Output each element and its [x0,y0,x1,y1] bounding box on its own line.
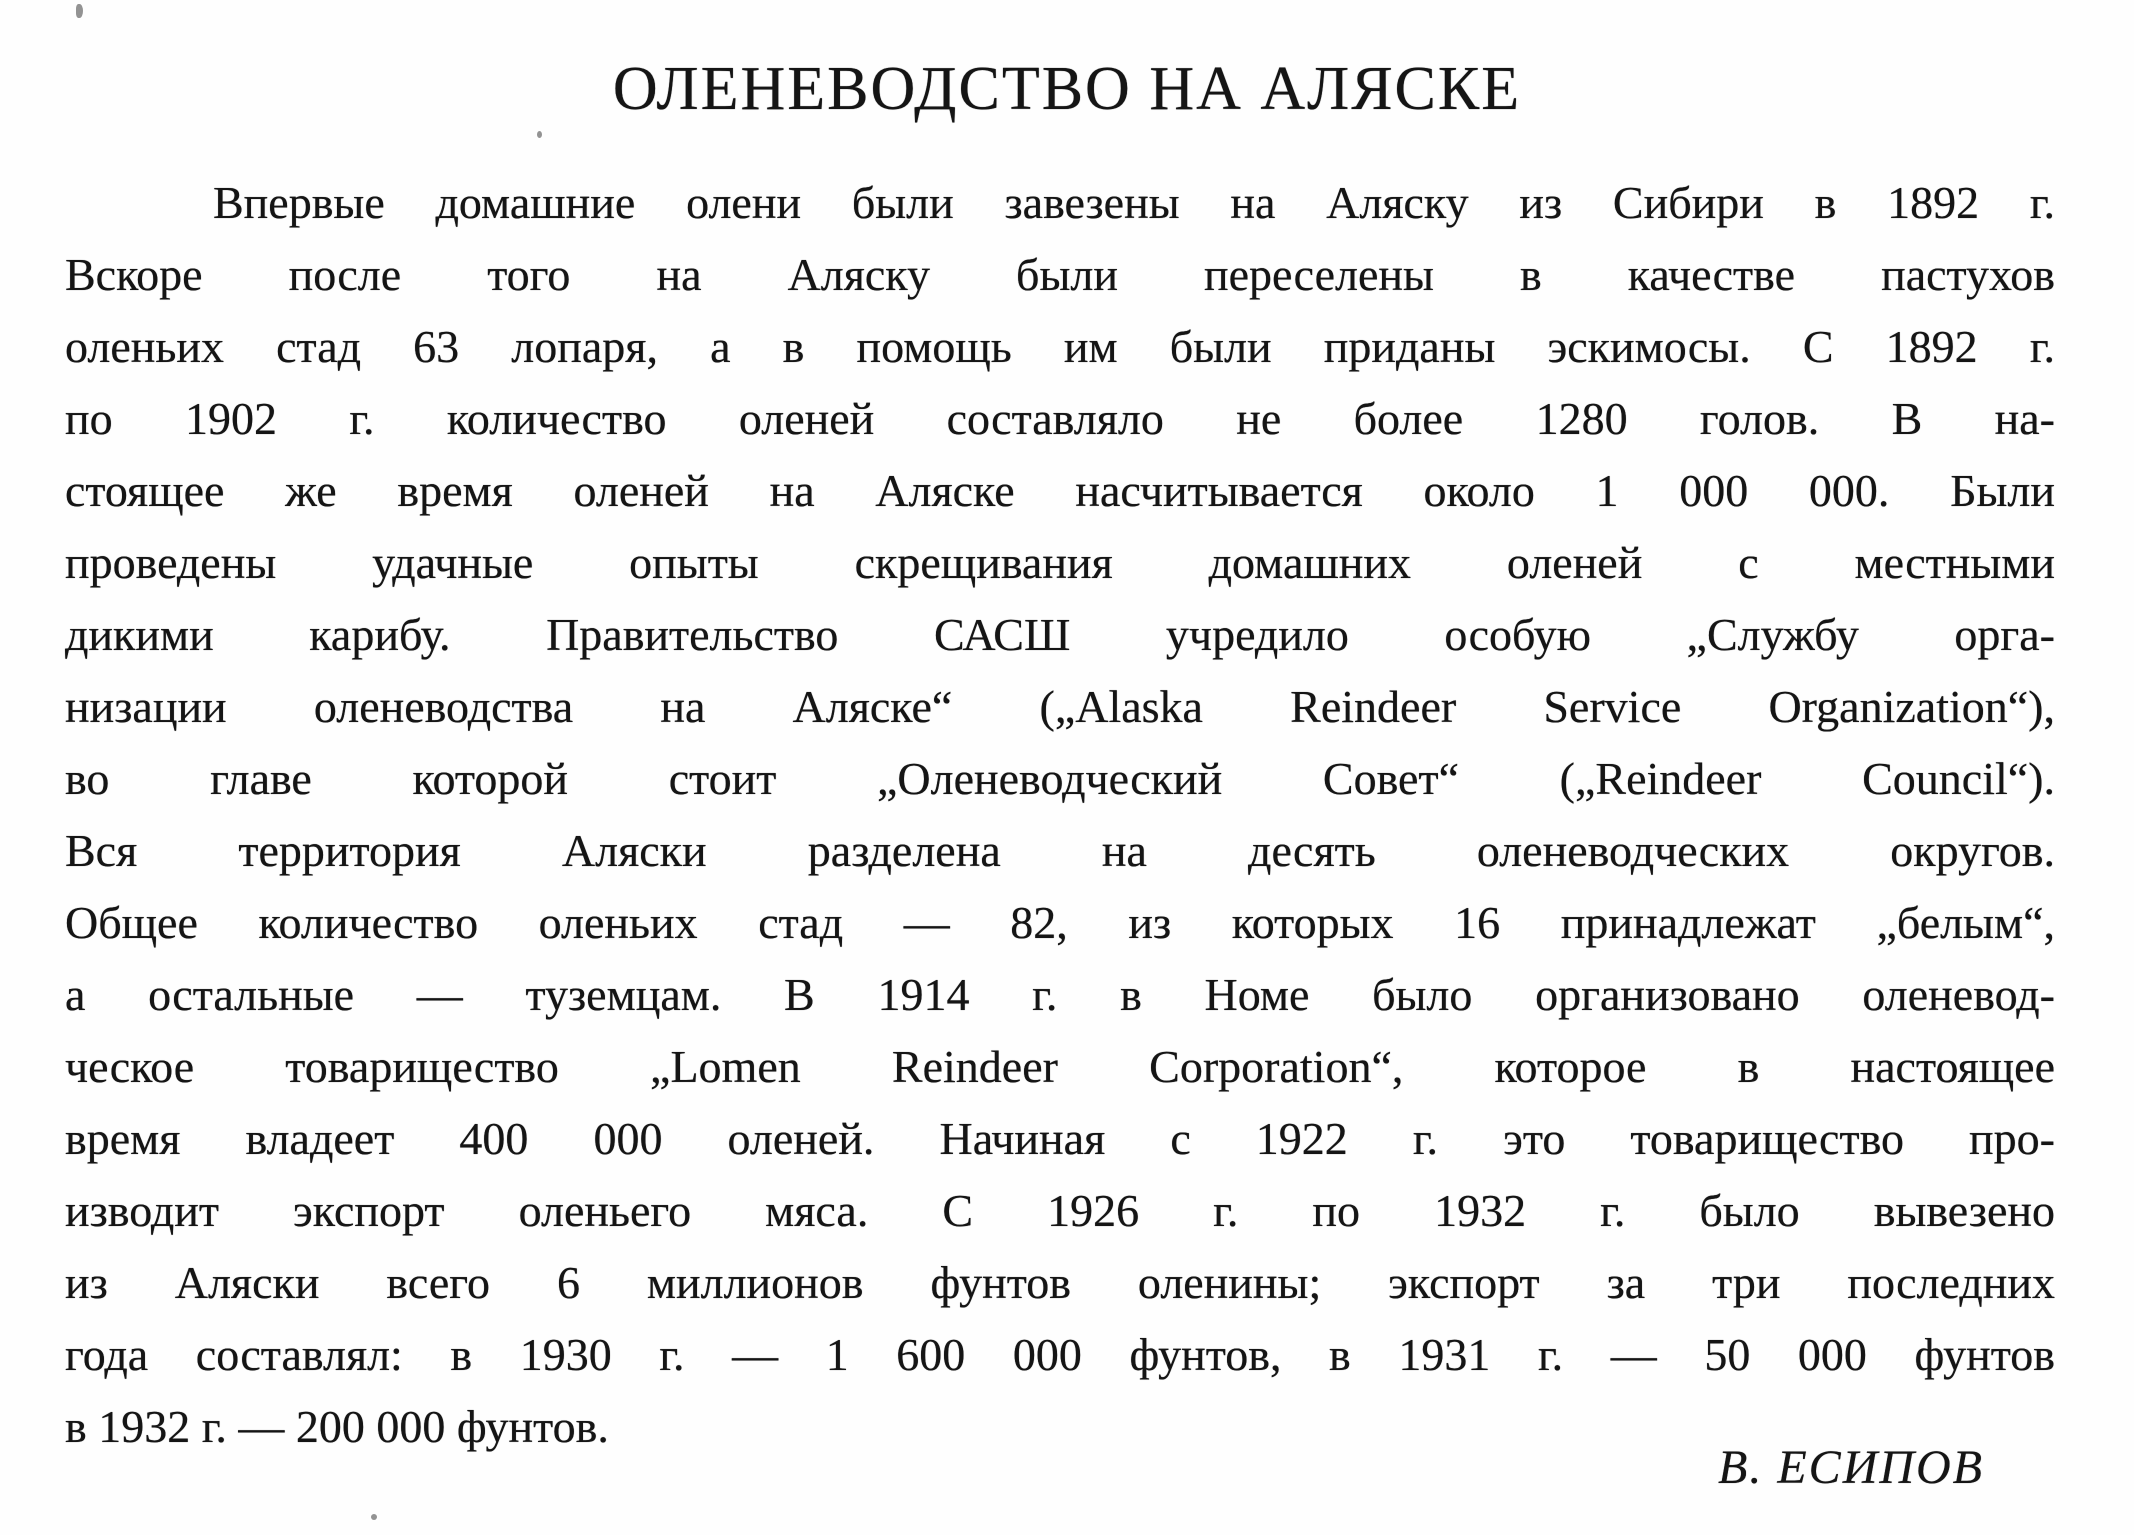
text-line: оленьих стад 63 лопаря, а в помощь им были приданы эскимосы. С 1892 г. [65,321,2055,372]
text-line: изводит экспорт оленьего мяса. С 1926 г. по 1932 г. было вывезено [65,1185,2055,1236]
text-line: в 1932 г. — 200 000 фунтов. [65,1401,609,1452]
author-signature: В. ЕСИПОВ [1718,1441,1984,1494]
article-body [65,167,2055,1463]
text-line: время владеет 400 000 оленей. Начиная с 1922 г. это товарищество про- [65,1113,2055,1164]
text-line: низации оленеводства на Аляске“ („Alaska Reindeer Service Organization“), [65,681,2055,732]
text-line: проведены удачные опыты скрещивания домашних оленей с местными [65,537,2055,588]
text-line: года составлял: в 1930 г. — 1 600 000 фунтов, в 1931 г. — 50 000 фунтов [65,1329,2055,1380]
text-line: по 1902 г. количество оленей составляло не более 1280 голов. В на- [65,393,2055,444]
text-line: стоящее же время оленей на Аляске насчитывается около 1 000 000. Были [65,465,2055,516]
scan-artifact [537,131,542,138]
text-line: дикими карибу. Правительство САСШ учредило особую „Службу орга- [65,609,2055,660]
text-line: во главе которой стоит „Оленеводческий Совет“ („Reindeer Council“). [65,753,2055,804]
text-line: Общее количество оленьих стад — 82, из которых 16 принадлежат „белым“, [65,897,2055,948]
scan-artifact [76,4,83,18]
text-line: Вся территория Аляски разделена на десять оленеводческих округов. [65,825,2055,876]
text-line: Впервые домашние олени были завезены на Аляску из Сибири в 1892 г. [213,177,2055,228]
scan-artifact [371,1514,377,1520]
text-line: Вскоре после того на Аляску были переселены в качестве пастухов [65,249,2055,300]
text-line: из Аляски всего 6 миллионов фунтов оленины; экспорт за три последних [65,1257,2055,1308]
page-title: ОЛЕНЕВОДСТВО НА АЛЯСКЕ [612,55,1522,123]
text-line: ческое товарищество „Lomen Reindeer Corporation“, которое в настоящее [65,1041,2055,1092]
text-line: а остальные — туземцам. В 1914 г. в Номе было организовано оленевод- [65,969,2055,1020]
